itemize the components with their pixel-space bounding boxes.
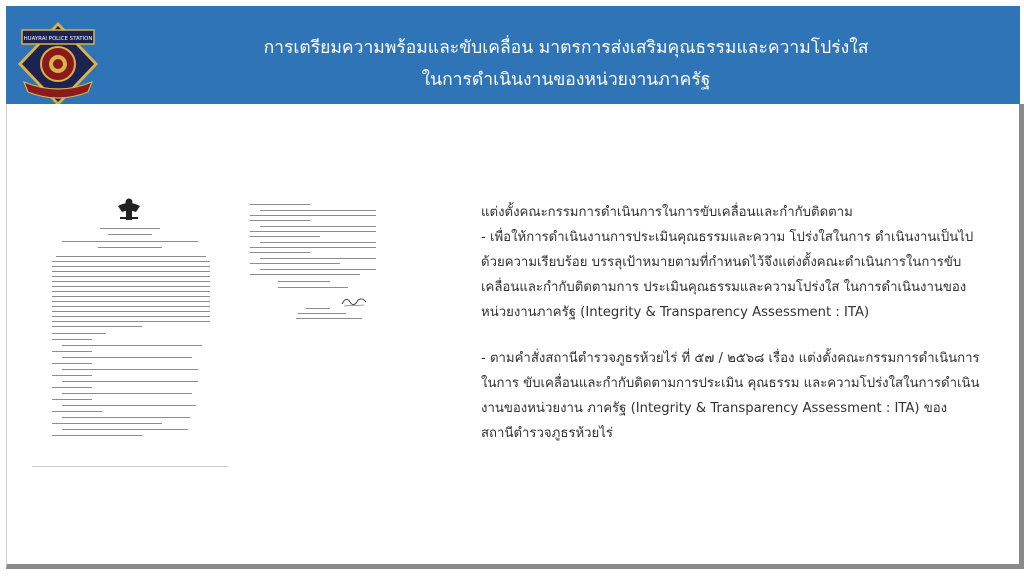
signature-icon (340, 294, 368, 308)
content-paragraph-1: แต่งตั้งคณะกรรมการดำเนินการในการขับเคลื่อนและกำกับติดตาม - เพื่อให้การดำเนินงานการประเมินคุณธรรมและความ โปร่งใสในการ ดำเนินงานเป็นไปด้วยความเรียบร้อย บรรลุเป้าหมายตามที่กำหนดไว้จึงแต่งตั้งคณะดำเนินการในการขับเคลื่อนและกำกับติดตามการ ประเมินคุณธรรมและความโปร่งใส ในการดำเนินงานของหน่วยงานภาครัฐ (Integrity & Transparency Assessment : ITA) (481, 205, 974, 320)
logo-text: HUAYRAI POLICE STATION (23, 36, 93, 42)
order-document-page-1[interactable] (32, 186, 228, 467)
page-title-line2: ในการดำเนินงานของหน่วยงานภาครัฐ (421, 70, 711, 90)
content-paragraph-2: - ตามคำสั่งสถานีตำรวจภูธรห้วยไร่ ที่ ๕๗ / ๒๕๖๘ เรื่อง แต่งตั้งคณะกรรมการดำเนินการในการ ขับเคลื่อนและกำกับติดตามการประเมิน คุณธรรม และความโปร่งใสในการดำเนินงานของหน่วยงาน ภาครัฐ (Integrity & Transparency Assessment : ITA) ของ สถานีตำรวจภูธรห้วยไร่ (481, 351, 980, 441)
page-title-line1: การเตรียมความพร้อมและขับเคลื่อน มาตรการส่งเสริมคุณธรรมและความโปร่งใส (263, 38, 869, 58)
order-document-page-2[interactable] (248, 186, 380, 326)
garuda-emblem-icon (116, 196, 142, 222)
police-badge-logo (14, 20, 102, 108)
description-text (481, 200, 981, 446)
title-banner (6, 6, 1020, 104)
page-title (146, 32, 986, 96)
